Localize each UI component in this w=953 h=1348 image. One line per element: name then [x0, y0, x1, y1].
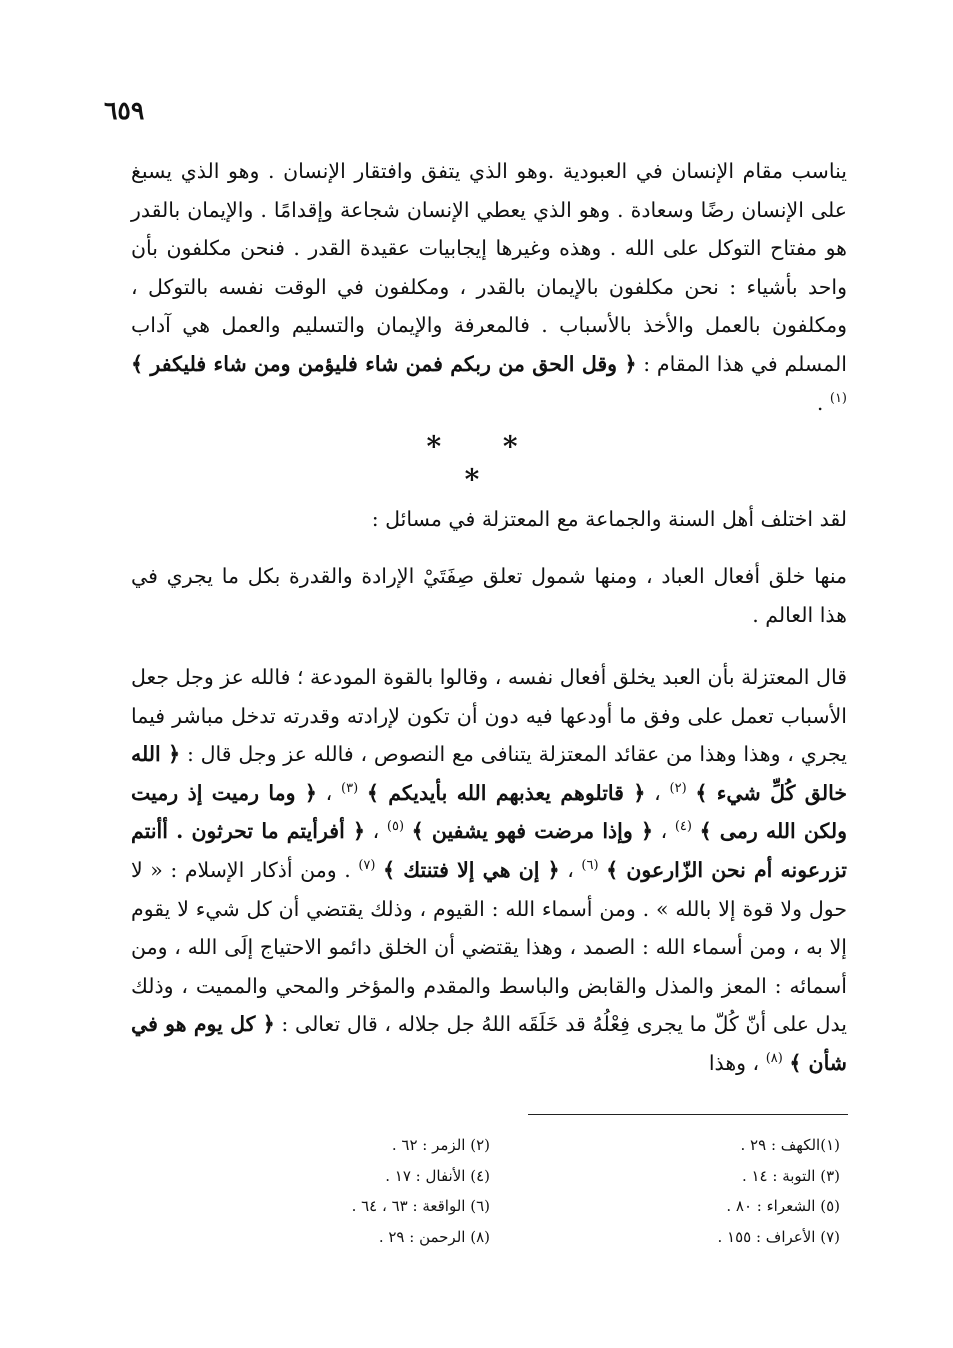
footnote-ref: (٦) [581, 858, 599, 874]
separator-comma: ، [559, 857, 582, 882]
footnote: (١)الكهف : ٢٩ . [740, 1136, 840, 1154]
paragraph-issues: منها خلق أفعال العباد ، ومنها شمول تعلق صِفَتَيْ الإرادة والقدرة بكل ما يجري في هذا العالم . [131, 564, 847, 627]
paragraph-mutazila-view [131, 658, 847, 1083]
quran-quote: ﴿ وما رميت إذ رميت ولكن الله رمى ﴾ [131, 780, 848, 844]
footnote-ref: (٨) [765, 1051, 783, 1067]
footnote-ref: (٤) [674, 819, 692, 835]
separator-comma: ، [645, 780, 670, 805]
footnote-ref: (١) [829, 390, 847, 406]
footnote-row [330, 1161, 840, 1192]
footnote: (٣) التوبة : ١٤ . [741, 1166, 840, 1185]
paragraph-qadar-virtues [131, 152, 847, 422]
quran-quote: ﴿ الله خالق كُلِّ شيء ﴾ [131, 742, 847, 805]
quran-quote: ﴿ قاتلوهم يعذبهم الله بأيديكم ﴾ [366, 780, 646, 805]
quran-quote: ﴿ وإذا مرضت فهو يشفين ﴾ [411, 819, 653, 844]
quran-quote: ﴿ وقل الحق من ربكم فمن شاء فليؤمن ومن شاء فليكفر ﴾ [131, 351, 637, 376]
separator-comma: ، [316, 780, 341, 805]
footnote-row [330, 1130, 840, 1161]
footnotes [330, 1130, 840, 1252]
quran-quote: ﴿ كل يوم هو في شأن ﴾ [131, 1012, 847, 1075]
sentence-end: . [816, 390, 830, 415]
section-separator: * * * [426, 430, 544, 496]
footnote-ref: (٣) [341, 780, 359, 796]
footnote: (٧) الأعراف : ١٥٥ . [717, 1227, 840, 1246]
footnote-row [330, 1191, 840, 1222]
quran-quote: ﴿ إن هي إلا فتنتك ﴾ [383, 857, 560, 882]
paragraph-text: يناسب مقام الإنسان في العبودية .وهو الذي يتفق وافتقار الإنسان . وهو الذي يسبغ على الإنسان رضًا وسعادة . وهو الذي يعطي الإنسان شجاعة وإقدامًا . والإيمان بالقدر هو مفتاح التوكل على الله . وهذه وغيرها إيجابيات عقيدة القدر . فنحن مكلفون بأن واحد بأشياء : نحن مكلفون بالإيمان بالقدر ، ومكلفون في الوقت نفسه بالتوكل ، ومكلفون بالعمل والأخذ بالأسباب . فالمعرفة والإيمان والتسليم والعمل هي آداب المسلم في هذا المقام : [131, 159, 847, 376]
footnote: (٨) الرحمن : ٢٩ . [378, 1227, 490, 1246]
footnote: (٢) الزمر : ٦٢ . [391, 1136, 490, 1154]
footnote-ref: (٢) [669, 780, 687, 796]
footnote: (٥) الشعراء : ٨٠ . [726, 1197, 840, 1215]
paragraph-text: قال المعتزلة بأن العبد يخلق أفعال نفسه ، وقالوا بالقوة المودعة ؛ فالله عز وجل جعل الأسباب تعمل على وفق ما أودعها فيه دون أن تكون لإرادته وقدرته تدخل مباشر فيما يجري ، وهذا وهذا من عقائد المعتزلة يتنافى مع النصوص ، فالله عز وجل قال : [131, 665, 847, 767]
footnote-ref: (٧) [358, 858, 376, 874]
page-number: ٦٥٩ [104, 96, 145, 125]
paragraph-disagreement-intro: لقد اختلف أهل السنة والجماعة مع المعتزلة في مسائل : [371, 507, 847, 531]
footnote-divider [528, 1114, 848, 1115]
footnote: (٤) الأنفال : ١٧ . [385, 1166, 490, 1185]
quran-quote: ﴿ أفرأيتم ما تحرثون . أأنتم تزرعونه أم نحن الزّارعون ﴾ [131, 819, 847, 882]
separator-comma: ، [365, 819, 387, 844]
footnote: (٦) الواقعة : ٦٣ ، ٦٤ . [351, 1197, 490, 1215]
footnote-row [330, 1222, 840, 1253]
paragraph-text: . ومن أذكار الإسلام : « لا حول ولا قوة إلا بالله » . ومن أسماء الله : القيوم ، وذلك يقتضي أن كل شيء لا يقوم إلا به ، ومن أسماء الله : الصمد ، وهذا يقتضي أن الخلق دائمو الاحتياج إلَى الله ، ومن أسمائه : المعز والمذل والقابض والباسط والمقدم والمؤخر والمحي والمميت ، وذلك يدل على أنّ كُلّ ما يجرى فِعْلُهُ قد خَلَقَه اللهُ جل جلاله ، قال تعالى : [131, 857, 847, 1037]
paragraph-text: ، وهذا [708, 1050, 766, 1075]
footnote-ref: (٥) [386, 819, 405, 835]
separator-comma: ، [653, 819, 675, 844]
